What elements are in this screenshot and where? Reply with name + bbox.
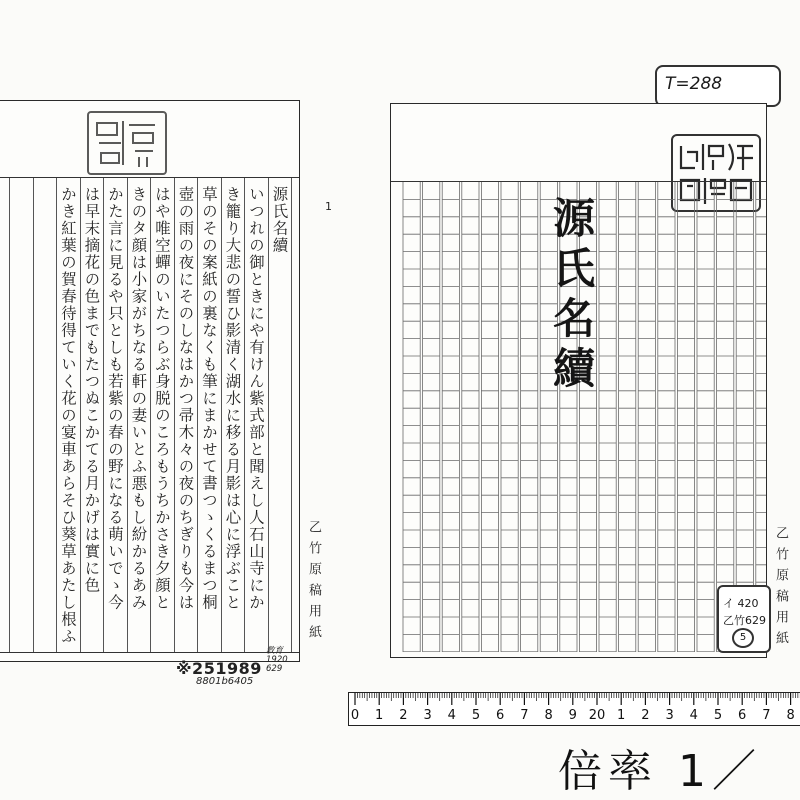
ruler-label: 4 (447, 708, 456, 723)
manuscript-column (174, 178, 197, 652)
ruler-ticks (349, 693, 800, 725)
library-seal-stamp-left (87, 111, 167, 175)
left-manuscript-page (0, 100, 300, 662)
ruler-label: 5 (471, 708, 481, 723)
column-text: きのタ顔は小家がちなる軒の妻いとふ悪もし紛かるあみ (129, 186, 148, 611)
column-text: かき紅葉の賀春待得ていく花の宴車あらそひ葵草あたし根ふ (59, 186, 77, 645)
column-text: き籠り大悲の誓ひ影清く湖水に移る月影は心に浮ぶこと (223, 186, 242, 611)
ruler-label: 5 (713, 708, 723, 723)
left-manuscript-grid (0, 177, 299, 653)
manuscript-column (80, 178, 103, 652)
library-tag-line1: イ 420 (723, 597, 759, 610)
page-number: 1 (325, 200, 332, 213)
manuscript-column (9, 178, 32, 652)
ruler-label: 20 (588, 708, 606, 723)
ruler-label: 2 (399, 708, 408, 723)
ruler-label: 7 (762, 708, 771, 723)
ruler-label: 3 (665, 708, 674, 723)
column-rule (150, 178, 151, 652)
column-text: かた言に見るや只としも若紫の春の野になる萌いでゝ今 (106, 186, 124, 611)
column-text: はや唯空蟬のいたつらぶ身脱のころもうちかさき夕顔と (153, 186, 171, 611)
column-text: 源氏名續 (270, 186, 289, 254)
ruler-label: 8 (544, 708, 553, 723)
column-rule (127, 178, 128, 652)
magnification-label: 倍率 1／ (558, 746, 762, 797)
seal-pattern-icon (89, 113, 165, 173)
measurement-ruler (348, 692, 800, 726)
ruler-label: 7 (520, 708, 529, 723)
call-number-text: T=288 (665, 74, 723, 94)
ruler-label: 9 (568, 708, 577, 723)
right-manuscript-page (390, 103, 767, 658)
ruler-label: 6 (496, 708, 505, 723)
column-rule (244, 178, 245, 652)
ruler-label: 6 (738, 708, 747, 723)
column-text: 壺の雨の夜にそのしなはかつ帚木々の夜のちぎりも今は (176, 186, 195, 611)
call-number-label (655, 65, 781, 107)
column-rule (174, 178, 175, 652)
manuscript-column (197, 178, 220, 652)
library-tag (717, 585, 771, 653)
ruler-label: 2 (641, 708, 650, 723)
accession-sub-number: 8801b6405 (196, 676, 254, 687)
column-rule (291, 178, 292, 652)
paper-brand-right: 乙竹原稿用紙 (773, 526, 788, 652)
library-tag-circle: 5 (732, 628, 754, 648)
manuscript-column (127, 178, 150, 652)
column-rule (9, 178, 10, 652)
ruler-label: 4 (689, 708, 698, 723)
column-rule (103, 178, 104, 652)
manuscript-column (56, 178, 79, 652)
column-rule (56, 178, 57, 652)
ruler-label: 1 (375, 708, 384, 723)
column-rule (268, 178, 269, 652)
manuscript-column (150, 178, 173, 652)
manuscript-column (33, 178, 56, 652)
column-rule (80, 178, 81, 652)
ruler-label: 0 (350, 708, 360, 723)
column-rule (33, 178, 34, 652)
column-text: 草のその案紙の裏なくも筆にまかせて書つゝくるまつ桐 (200, 186, 218, 611)
manuscript-column (244, 178, 267, 652)
handwritten-note: 教育 1920 629 (266, 646, 288, 674)
ruler-label: 8 (786, 708, 795, 723)
column-text: は早末摘花の色までもたつぬこかてる月かげは實に色 (82, 186, 101, 594)
column-rule (221, 178, 222, 652)
column-text: いつれの御ときにや有けん紫式部と聞えし人石山寺にか (247, 186, 265, 611)
manuscript-column (268, 178, 291, 652)
ruler-label: 3 (423, 708, 432, 723)
accession-number: ※251989 (176, 659, 262, 678)
library-tag-line2: 乙竹629 (723, 614, 766, 627)
ruler-label: 1 (617, 708, 626, 723)
document-title: 源氏名續 (547, 196, 596, 396)
manuscript-column (221, 178, 244, 652)
paper-brand-left: 乙竹原稿用紙 (306, 520, 321, 646)
manuscript-column (103, 178, 126, 652)
column-rule (197, 178, 198, 652)
